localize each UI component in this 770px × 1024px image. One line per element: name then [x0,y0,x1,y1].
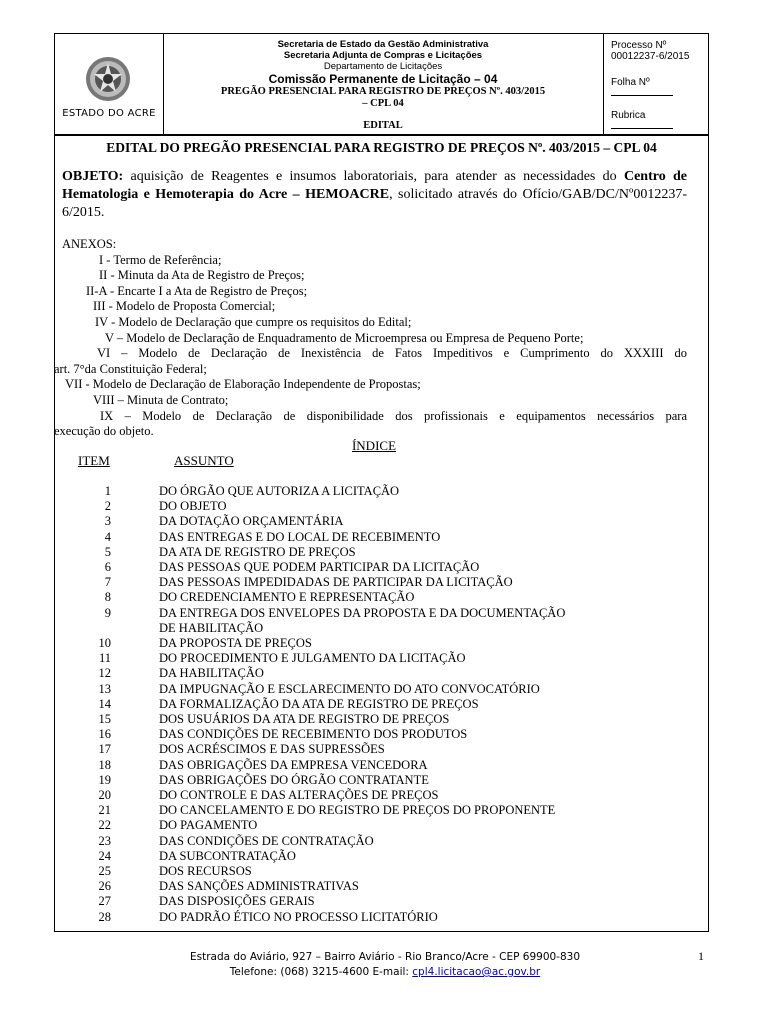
document-title: EDITAL DO PREGÃO PRESENCIAL PARA REGISTRO DE PREÇOS Nº. 403/2015 – CPL 04 [106,140,657,155]
indice-item-number: 5 [104,544,111,559]
indice-item-subject: DAS DISPOSIÇÕES GERAIS [159,894,315,909]
indice-item-number: 8 [104,590,111,605]
indice-row [85,666,565,681]
processo-number: Processo Nº 00012237-6/2015 [611,40,690,62]
objeto-paragraph [62,168,687,222]
edital-label: EDITAL [363,120,403,131]
indice-item-number: 17 [98,742,111,757]
rubrica-field [611,110,708,132]
indice-item-subject: DO ÓRGÃO QUE AUTORIZA A LICITAÇÃO [159,484,400,498]
anexo-item: II-A - Encarte I a Ata de Registro de Preços; [86,283,308,298]
indice-item-number: 24 [98,848,111,863]
anexo-item: IX – Modelo de Declaração de disponibilidade dos profissionais e equipamentos necessários para [100,408,687,423]
acre-coat-of-arms-icon [83,54,133,104]
indice-item-number: 16 [98,727,111,742]
indice-item-subject: DAS ENTREGAS E DO LOCAL DE RECEBIMENTO [159,529,441,544]
indice-item-subject: DAS SANÇÕES ADMINISTRATIVAS [159,879,359,894]
indice-item-subject: DO OBJETO [159,499,227,514]
anexo-item: VIII – Minuta de Contrato; [93,392,229,407]
indice-row [85,773,565,788]
indice-row [85,910,565,925]
indice-item-number: 18 [98,757,111,772]
footer-contact [0,966,770,978]
indice-list [85,484,565,925]
document-header [54,33,709,135]
indice-item-number: 23 [98,833,111,848]
indice-item-subject: DA PROPOSTA DE PREÇOS [159,636,312,651]
indice-item-subject: DAS CONDIÇÕES DE CONTRATAÇÃO [159,833,374,848]
anexo-item: III - Modelo de Proposta Comercial; [93,299,276,314]
indice-item-subject: DAS PESSOAS QUE PODEM PARTICIPAR DA LICITAÇÃO [159,560,480,575]
indice-row [85,560,565,575]
indice-row [85,530,565,545]
indice-item-number [85,621,111,636]
pregao-line-2: – CPL 04 [362,98,404,109]
indice-item-number: 11 [98,651,111,666]
header-seal-cell [55,34,164,134]
indice-item-number: 27 [98,894,111,909]
indice-item-number: 9 [104,605,111,620]
indice-item-subject: DO PROCEDIMENTO E JULGAMENTO DA LICITAÇÃO [159,651,466,666]
indice-row [85,712,565,727]
indice-item-subject: DOS USUÁRIOS DA ATA DE REGISTRO DE PREÇOS [159,712,450,727]
anexo-item: VI – Modelo de Declaração de Inexistência de Fatos Impeditivos e Cumprimento do XXXIII do [97,346,687,361]
indice-item-number: 22 [98,818,111,833]
indice-item-number: 20 [98,788,111,803]
anexo-item: art. 7°da Constituição Federal; [54,361,207,376]
footer-phone: Telefone: (068) 3215-4600 E-mail: [229,966,413,978]
objeto-text-1: aquisição de Reagentes e insumos laboratoriais, para atender as necessidades do [123,169,624,184]
header-center-cell [163,34,604,134]
indice-row [85,499,565,514]
indice-item-subject: DOS RECURSOS [159,864,252,879]
departamento-line: Departamento de Licitações [323,61,443,72]
indice-row [85,727,565,742]
pregao-line-1: PREGÃO PRESENCIAL PARA REGISTRO DE PREÇOS Nº. 403/2015 [220,86,546,97]
indice-title: ÍNDICE [351,438,397,453]
indice-row [85,849,565,864]
indice-item-number: 26 [98,879,111,894]
indice-item-subject: DA HABILITAÇÃO [159,666,264,681]
indice-item-subject: DO PADRÃO ÉTICO NO PROCESSO LICITATÓRIO [159,909,438,924]
indice-item-subject: DO PAGAMENTO [159,818,258,833]
indice-row [85,894,565,909]
indice-row [85,697,565,712]
indice-row [85,545,565,560]
indice-item-number: 3 [104,514,111,529]
anexo-item: IV - Modelo de Declaração que cumpre os requisitos do Edital; [95,314,412,329]
indice-item-number: 19 [98,772,111,787]
indice-row [85,879,565,894]
indice-row [85,651,565,666]
indice-item-subject: DAS PESSOAS IMPEDIDADAS DE PARTICIPAR DA LICITAÇÃO [159,575,513,590]
indice-row [85,864,565,879]
comissao-line: Comissão Permanente de Licitação – 04 [268,72,498,86]
indice-row [85,621,565,636]
indice-item-number: 10 [98,636,111,651]
indice-row [85,742,565,757]
indice-item-number: 14 [98,696,111,711]
indice-item-subject: DO CREDENCIAMENTO E REPRESENTAÇÃO [159,590,415,605]
indice-col-assunto: ASSUNTO [174,453,234,468]
indice-row [85,606,565,621]
indice-item-number: 2 [104,499,111,514]
footer-address: Estrada do Aviário, 927 – Bairro Aviário - Rio Branco/Acre - CEP 69900-830 [189,951,581,963]
indice-item-subject: DO CONTROLE E DAS ALTERAÇÕES DE PREÇOS [159,788,439,803]
secretaria-line: Secretaria de Estado da Gestão Administrativa [277,39,489,50]
header-right-cell [603,34,708,134]
indice-row [85,682,565,697]
anexos-label: ANEXOS: [62,237,117,251]
indice-item-number: 25 [98,864,111,879]
indice-row [85,590,565,605]
indice-item-subject: DO CANCELAMENTO E DO REGISTRO DE PREÇOS DO PROPONENTE [159,803,556,818]
page-number: 1 [698,949,704,963]
indice-item-subject: DOS ACRÉSCIMOS E DAS SUPRESSÕES [159,742,385,757]
indice-item-subject: DA ATA DE REGISTRO DE PREÇOS [159,544,356,559]
rubrica-label: Rubrica [611,110,646,121]
anexo-item: VII - Modelo de Declaração de Elaboração Independente de Propostas; [65,377,421,392]
indice-item-subject: DAS OBRIGAÇÕES DO ÓRGÃO CONTRATANTE [159,772,429,787]
anexo-item: execução do objeto. [54,424,154,439]
indice-row [85,758,565,773]
indice-item-subject: DAS CONDIÇÕES DE RECEBIMENTO DOS PRODUTOS [159,727,468,742]
anexos-section [54,237,687,440]
indice-item-number: 21 [98,803,111,818]
indice-item-subject: DE HABILITAÇÃO [159,620,264,635]
indice-row [85,636,565,651]
folha-label: Folha Nº [611,77,650,88]
indice-item-subject: DAS OBRIGAÇÕES DA EMPRESA VENCEDORA [159,757,428,772]
indice-row [85,818,565,833]
indice-row [85,514,565,529]
objeto-label: OBJETO: [62,169,124,184]
indice-item-number: 12 [98,666,111,681]
folha-field [611,77,708,99]
indice-row [85,788,565,803]
objeto-text-2: , solicitado através do Ofício/GAB/DC/Nº0012237-6/2015. [62,187,687,220]
indice-row [85,484,565,499]
anexo-item: II - Minuta da Ata de Registro de Preços; [99,268,305,283]
indice-row [85,575,565,590]
indice-item-number: 13 [98,681,111,696]
indice-row [85,834,565,849]
objeto-beneficiary: Centro de Hematologia e Hemoterapia do Acre – HEMOACRE [62,169,687,202]
indice-item-subject: DA SUBCONTRATAÇÃO [159,848,296,863]
indice-item-subject: DA IMPUGNAÇÃO E ESCLARECIMENTO DO ATO CONVOCATÓRIO [159,681,540,696]
indice-row [85,803,565,818]
indice-item-subject: DA DOTAÇÃO ORÇAMENTÁRIA [159,514,344,529]
indice-item-subject: DA ENTREGA DOS ENVELOPES DA PROPOSTA E DA DOCUMENTAÇÃO [159,605,566,620]
footer-email-link[interactable]: cpl4.licitacao@ac.gov.br [412,966,541,978]
indice-col-item: ITEM [78,453,110,468]
indice-item-number: 6 [104,560,111,575]
estado-label: ESTADO DO ACRE [62,108,156,119]
indice-item-number: 15 [98,712,111,727]
indice-item-number: 1 [104,484,111,498]
indice-item-number: 28 [98,909,111,924]
secretaria-adjunta-line: Secretaria Adjunta de Compras e Licitações [283,50,483,61]
anexo-item: I - Termo de Referência; [99,252,222,267]
indice-item-subject: DA FORMALIZAÇÃO DA ATA DE REGISTRO DE PREÇOS [159,696,479,711]
indice-item-number: 7 [104,575,111,590]
anexo-item: V – Modelo de Declaração de Enquadramento de Microempresa ou Empresa de Pequeno Porte; [105,330,584,345]
indice-item-number: 4 [104,529,111,544]
